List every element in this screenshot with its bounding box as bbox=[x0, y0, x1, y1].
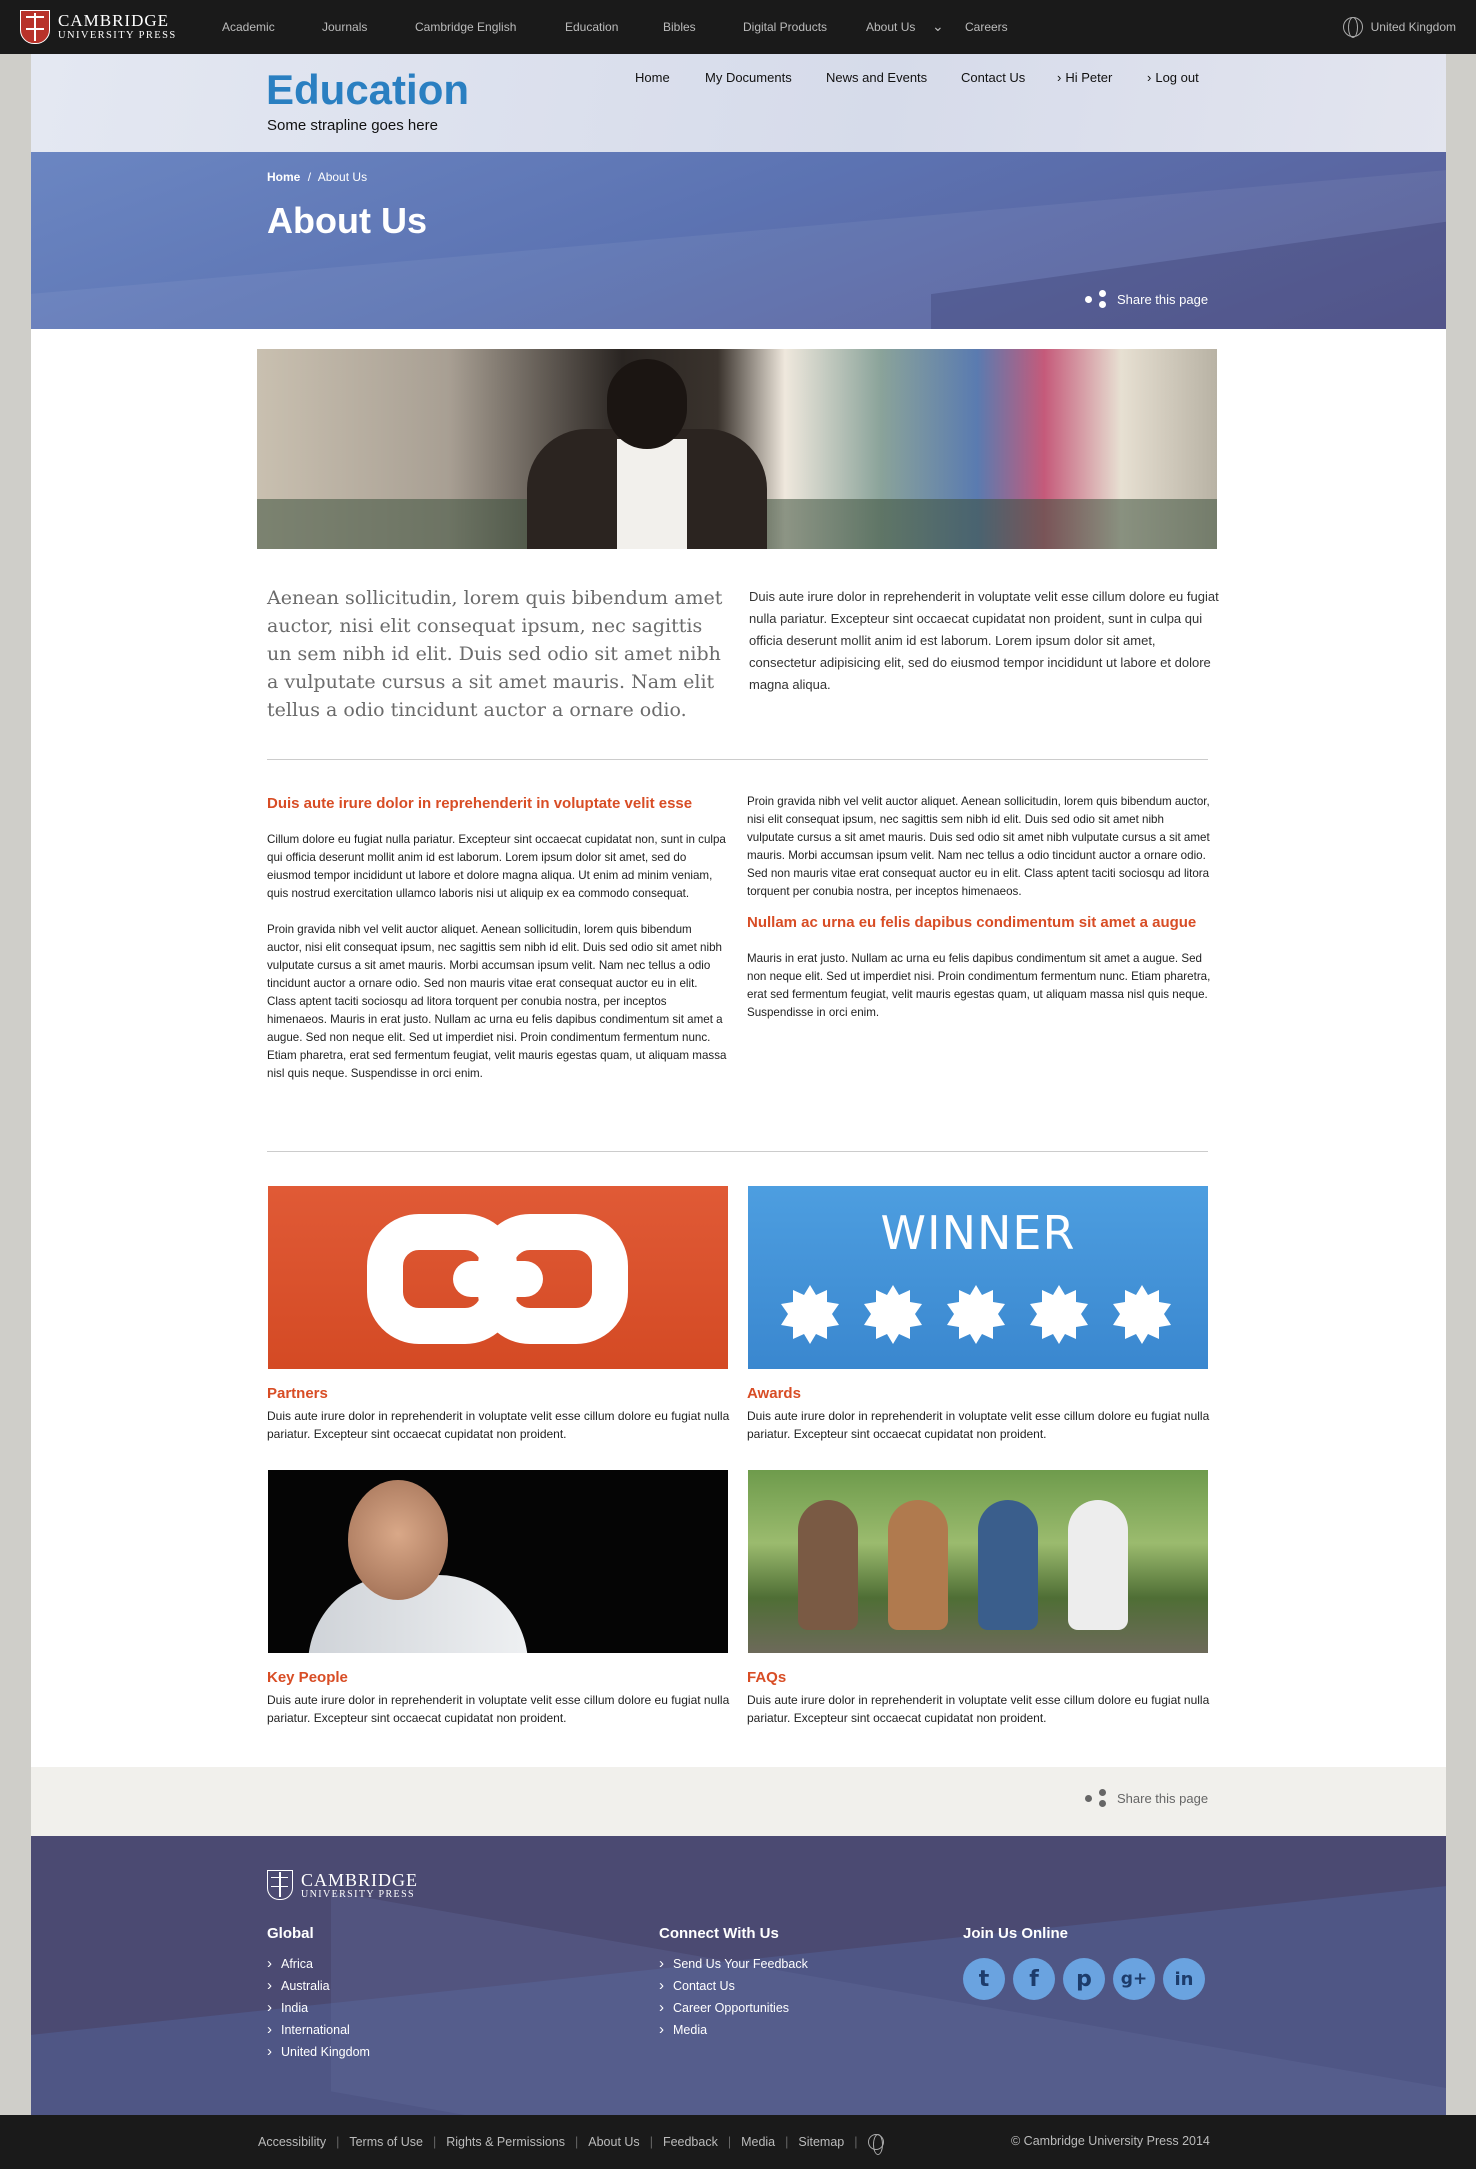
share-button[interactable] bbox=[1085, 290, 1208, 308]
page-title: About Us bbox=[267, 200, 427, 241]
award-star-icon bbox=[1110, 1283, 1174, 1347]
facebook-icon[interactable]: f bbox=[1013, 1958, 1055, 2000]
footer-heading-social: Join Us Online bbox=[963, 1925, 1069, 1942]
share-button-bottom[interactable] bbox=[1085, 1789, 1208, 1807]
footer-link-united-kingdom[interactable]: › United Kingdom bbox=[267, 2041, 370, 2063]
share-icon bbox=[1085, 1789, 1107, 1807]
copyright: © Cambridge University Press 2014 bbox=[1011, 2134, 1210, 2148]
pinterest-icon[interactable]: p bbox=[1063, 1958, 1105, 2000]
section-heading: Nullam ac urna eu felis dapibus condimentum sit amet a augue bbox=[747, 914, 1197, 931]
crest-icon bbox=[267, 1870, 293, 1900]
paragraph: Proin gravida nibh vel velit auctor aliquet. Aenean sollicitudin, lorem quis bibendum auctor, nisi elit consequat ipsum, nec sagittis sem nibh id elit. Duis sed odio sit amet nibh vulputate cursus a sit amet mauris. Duis sed odio sit amet nibh vulputate cursus a sit amet mauris. Morbi accumsan ipsum velit. Nam nec tellus a odio tincidunt auctor a ornare odio. Sed non mauris vitae erat consequat auctor eu in elit. Class aptent taciti sociosqu ad litora torquent per conubia nostra, per inceptos himenaeos. bbox=[747, 795, 1210, 898]
card-title-key-people[interactable]: Key People bbox=[267, 1669, 348, 1686]
topnav-education[interactable]: Education bbox=[565, 20, 619, 34]
share-icon bbox=[1085, 290, 1107, 308]
intro-lead: Aenean sollicitudin, lorem quis bibendum amet auctor, nisi elit consequat ipsum, nec sagittis un sem nibh id elit. Duis sed odio sit amet nibh a vulputate cursus a sit amet mauris. Nam elit tellus a odio tincidunt auctor a ornare odio. bbox=[267, 587, 723, 721]
topnav-about-us[interactable]: About Us bbox=[866, 20, 916, 34]
topnav-journals[interactable]: Journals bbox=[322, 20, 368, 34]
paragraph: Proin gravida nibh vel velit auctor aliquet. Aenean sollicitudin, lorem quis bibendum auctor, nisi elit consequat ipsum, nec sagittis sem nibh id elit. Duis sed odio sit amet nibh vulputate cursus a sit amet mauris. Morbi accumsan ipsum velit. Nam nec tellus a odio tincidunt auctor a ornare odio. Sed non mauris vitae erat consequat auctor eu in elit. Class aptent taciti sociosqu ad litora torquent per conubia nostra, per inceptos himenaeos. Mauris in erat justo. Nullam ac urna eu felis dapibus condimentum sit amet a augue. Sed non neque elit. Sed ut imperdiet nisi. Proin condimentum fermentum nunc. Etiam pharetra, erat sed fermentum feugiat, velit mauris egestas quam, ut aliquam massa nisl quis neque. Suspendisse in orci enim. bbox=[267, 923, 727, 1080]
footer-global-list bbox=[267, 1953, 370, 2063]
crest-icon bbox=[20, 10, 50, 44]
legal-links: Accessibility | Terms of Use | Rights & Permissions | About Us | Feedback | Media | Sitemap | bbox=[258, 2134, 884, 2150]
footer-link-africa[interactable]: › Africa bbox=[267, 1953, 370, 1975]
hero-banner bbox=[31, 152, 1446, 329]
globe-icon[interactable] bbox=[868, 2134, 884, 2150]
faqs-students-photo[interactable] bbox=[748, 1470, 1208, 1653]
share-label: Share this page bbox=[1117, 291, 1209, 307]
linkedin-icon[interactable]: in bbox=[1163, 1958, 1205, 2000]
paragraph: Mauris in erat justo. Nullam ac urna eu felis dapibus condimentum sit amet a augue. Sed non neque elit. Sed ut imperdiet nisi. Proin condimentum fermentum nunc. Etiam pharetra, erat sed fermentum feugiat, velit mauris egestas quam, ut aliquam massa nisl quis neque. Suspendisse in orci enim. bbox=[747, 952, 1211, 1019]
footer-link-media[interactable]: › Media bbox=[659, 2019, 808, 2041]
legal-link-accessibility[interactable]: Accessibility bbox=[258, 2135, 327, 2149]
partners-tile[interactable] bbox=[268, 1186, 728, 1369]
award-star-icon bbox=[861, 1283, 925, 1347]
legal-link-feedback[interactable]: Feedback bbox=[662, 2135, 718, 2149]
card-text: Duis aute irure dolor in reprehenderit in voluptate velit esse cillum dolore eu fugiat nulla pariatur. Excepteur sint occaecat cupidatat non proident. bbox=[267, 1693, 730, 1725]
awards-tile[interactable] bbox=[748, 1186, 1208, 1369]
mainnav-news-and-events[interactable]: News and Events bbox=[826, 70, 928, 85]
award-star-icon bbox=[1027, 1283, 1091, 1347]
footer-connect-list bbox=[659, 1953, 808, 2041]
topnav-cambridge-english[interactable]: Cambridge English bbox=[415, 20, 517, 34]
share-bar bbox=[31, 1767, 1446, 1836]
legal-link-terms[interactable]: Terms of Use bbox=[349, 2135, 423, 2149]
legal-link-media[interactable]: Media bbox=[741, 2135, 776, 2149]
footer-link-careers[interactable]: › Career Opportunities bbox=[659, 1997, 808, 2019]
card-title-partners[interactable]: Partners bbox=[267, 1385, 328, 1402]
library-student-photo bbox=[257, 349, 1217, 549]
twitter-icon[interactable]: t bbox=[963, 1958, 1005, 2000]
cambridge-logo[interactable] bbox=[20, 10, 177, 44]
mainnav-contact-us[interactable]: Contact Us bbox=[961, 70, 1026, 85]
breadcrumb-current: About Us bbox=[317, 170, 368, 184]
topnav-bibles[interactable]: Bibles bbox=[663, 20, 696, 34]
mainnav-my-documents[interactable]: My Documents bbox=[705, 70, 792, 85]
paragraph: Cillum dolore eu fugiat nulla pariatur. Excepteur sint occaecat cupidatat non, sunt in culpa qui officia deserunt mollit anim id est laborum. Lorem ipsum dolor sit amet, sed do eiusmod tempor incididunt ut labore et dolore magna aliqua. Ut enim ad minim veniam, quis nostrud exercitation ullamco laboris nisi ut aliquip ex ea commodo consequat. bbox=[267, 833, 726, 900]
card-text: Duis aute irure dolor in reprehenderit in voluptate velit esse cillum dolore eu fugiat nulla pariatur. Excepteur sint occaecat cupidatat non proident. bbox=[747, 1409, 1210, 1441]
chevron-down-icon[interactable]: ⌄ bbox=[932, 18, 944, 34]
breadcrumb bbox=[267, 170, 367, 184]
footer-link-contact[interactable]: › Contact Us bbox=[659, 1975, 808, 1997]
logo-line-2: UNIVERSITY PRESS bbox=[58, 30, 177, 42]
footer-heading-connect: Connect With Us bbox=[659, 1925, 779, 1942]
section-heading: Duis aute irure dolor in reprehenderit in voluptate velit esse bbox=[267, 795, 693, 812]
content-right-column bbox=[747, 793, 1213, 1022]
divider bbox=[267, 759, 1208, 760]
award-star-icon bbox=[778, 1283, 842, 1347]
breadcrumb-home[interactable]: Home bbox=[267, 170, 301, 184]
card-text: Duis aute irure dolor in reprehenderit in voluptate velit esse cillum dolore eu fugiat nulla pariatur. Excepteur sint occaecat cupidatat non proident. bbox=[267, 1409, 730, 1441]
footer-logo[interactable] bbox=[267, 1870, 418, 1900]
legal-link-rights[interactable]: Rights & Permissions bbox=[446, 2135, 566, 2149]
topnav-careers[interactable]: Careers bbox=[965, 20, 1008, 34]
region-selector[interactable] bbox=[1343, 17, 1456, 37]
key-people-photo[interactable] bbox=[268, 1470, 728, 1653]
logo-line-2: UNIVERSITY PRESS bbox=[301, 1888, 415, 1900]
card-title-awards[interactable]: Awards bbox=[747, 1385, 801, 1402]
award-star-icon bbox=[944, 1283, 1008, 1347]
footer-link-international[interactable]: › International bbox=[267, 2019, 370, 2041]
content-left-column bbox=[267, 794, 727, 1083]
breadcrumb-separator: / bbox=[307, 170, 312, 184]
google-plus-icon[interactable]: g+ bbox=[1113, 1958, 1155, 2000]
site-title[interactable]: Education bbox=[266, 66, 470, 113]
globe-icon bbox=[1343, 17, 1363, 37]
legal-link-sitemap[interactable]: Sitemap bbox=[798, 2135, 845, 2149]
region-label: United Kingdom bbox=[1370, 20, 1456, 34]
footer-heading-global: Global bbox=[267, 1925, 314, 1942]
logo-line-1: CAMBRIDGE bbox=[58, 11, 170, 31]
divider bbox=[267, 1151, 1208, 1152]
footer-link-australia[interactable]: › Australia bbox=[267, 1975, 370, 1997]
topnav-academic[interactable]: Academic bbox=[222, 20, 275, 34]
intro-body: Duis aute irure dolor in reprehenderit in voluptate velit esse cillum dolore eu fugiat nulla pariatur. Excepteur sint occaecat cupidatat non proident, sunt in culpa qui officia deserunt mollit anim id est laborum. Lorem ipsum dolor sit amet, consectetur adipisicing elit, sed do eiusmod tempor incididunt ut labore et dolore magna aliqua. bbox=[749, 589, 1219, 692]
site-strapline: Some strapline goes here bbox=[267, 117, 438, 134]
legal-link-about[interactable]: About Us bbox=[588, 2135, 640, 2149]
user-greeting[interactable]: › Hi Peter bbox=[1057, 70, 1112, 85]
share-label: Share this page bbox=[1117, 1790, 1209, 1806]
mainnav-home[interactable]: Home bbox=[635, 70, 670, 85]
card-text: Duis aute irure dolor in reprehenderit in voluptate velit esse cillum dolore eu fugiat nulla pariatur. Excepteur sint occaecat cupidatat non proident. bbox=[747, 1693, 1210, 1725]
site-header bbox=[31, 54, 1446, 152]
topnav-digital-products[interactable]: Digital Products bbox=[743, 20, 828, 34]
logo-line-1: CAMBRIDGE bbox=[301, 1869, 419, 1890]
footer-link-india[interactable]: › India bbox=[267, 1997, 370, 2019]
footer-link-feedback[interactable]: › Send Us Your Feedback bbox=[659, 1953, 808, 1975]
card-title-faqs[interactable]: FAQs bbox=[747, 1669, 787, 1686]
winner-label: WINNER bbox=[880, 1206, 1076, 1260]
logout-link[interactable]: › Log out bbox=[1147, 70, 1199, 85]
